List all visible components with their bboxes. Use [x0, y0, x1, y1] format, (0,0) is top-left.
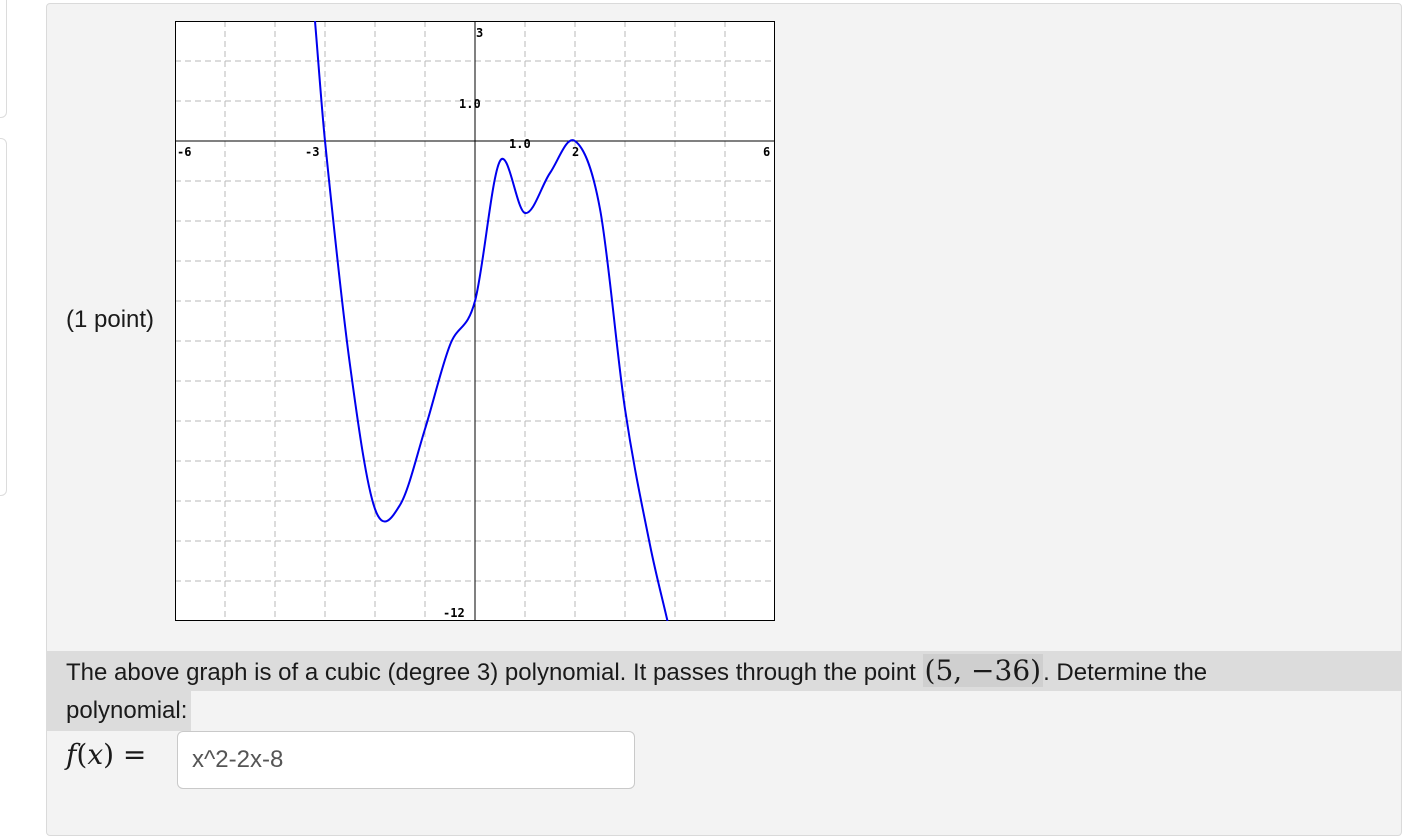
tick-label-x-max: 6 [763, 145, 771, 159]
question-text-part-1: The above graph is of a cubic (degree 3) polynomial. It passes through the point [66, 659, 923, 686]
fx-x: x [87, 738, 104, 771]
function-label [66, 738, 146, 771]
left-panel-tab-top [0, 0, 7, 118]
tick-label-x-min: -6 [177, 145, 192, 159]
question-line-2: polynomial: [46, 691, 191, 731]
fx-rest: ) = [103, 738, 147, 771]
points-label: (1 point) [66, 306, 155, 333]
point-math: (5, −36) [924, 654, 1042, 687]
tick-label-y-min: -12 [443, 606, 465, 620]
tick-label-y-top: 3 [476, 26, 484, 40]
question-text-part-2: . Determine the [1043, 659, 1208, 686]
question-text [46, 651, 1402, 731]
tick-label-x-neg3: -3 [305, 145, 320, 159]
cubic-curve [315, 21, 668, 621]
tick-label-x-two: 2 [572, 145, 580, 159]
left-panel-tab-bottom [0, 138, 7, 496]
polynomial-graph [175, 21, 775, 621]
tick-label-y-scale: 1.0 [459, 97, 481, 111]
question-line-1 [46, 651, 1402, 691]
fx-f: f [66, 738, 77, 771]
answer-input[interactable] [177, 731, 635, 789]
fx-paren-open: ( [76, 738, 88, 771]
graph-svg [175, 21, 775, 621]
tick-label-x-scale: 1.0 [509, 137, 531, 151]
